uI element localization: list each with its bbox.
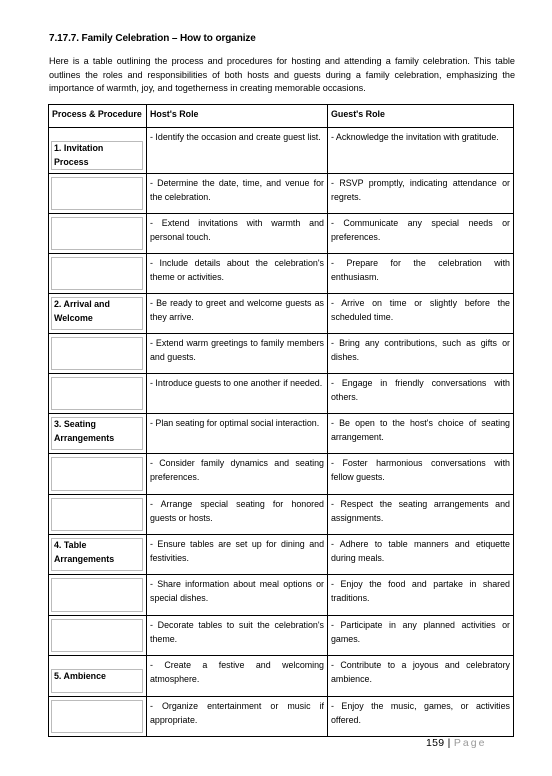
process-label: 2. Arrival and Welcome [51, 297, 143, 330]
guest-role-cell [328, 174, 514, 214]
table-row [49, 616, 514, 656]
process-label [51, 377, 143, 410]
process-label [51, 337, 143, 370]
guest-role-text: - Be open to the host's choice of seating arrangement. [331, 418, 510, 442]
header-host-role: Host's Role [147, 105, 328, 128]
process-label: 3. Seating Arrangements [51, 417, 143, 450]
host-role-text: - Ensure tables are set up for dining and festivities. [150, 539, 324, 563]
host-role-cell [147, 128, 328, 174]
guest-role-cell [328, 294, 514, 334]
guest-role-cell [328, 128, 514, 174]
guest-role-cell [328, 697, 514, 737]
header-guest-role: Guest's Role [328, 105, 514, 128]
host-role-cell [147, 575, 328, 616]
host-role-cell [147, 414, 328, 454]
process-cell [49, 495, 147, 535]
process-cell [49, 616, 147, 656]
process-cell [49, 575, 147, 616]
guest-role-cell [328, 414, 514, 454]
process-cell [49, 174, 147, 214]
table-row [49, 374, 514, 414]
page-number: 159 [426, 737, 445, 749]
guest-role-text: - RSVP promptly, indicating attendance or regrets. [331, 178, 510, 202]
page-footer [426, 737, 486, 749]
process-label [51, 217, 143, 250]
host-role-text: - Arrange special seating for honored guests or hosts. [150, 499, 324, 523]
guest-role-text: - Engage in friendly conversations with others. [331, 378, 510, 402]
table-row [49, 454, 514, 495]
guest-role-cell [328, 214, 514, 254]
table-row [49, 174, 514, 214]
process-cell [49, 374, 147, 414]
host-role-cell [147, 254, 328, 294]
table-row [49, 697, 514, 737]
host-role-text: - Share information about meal options or special dishes. [150, 579, 324, 603]
host-role-text: - Introduce guests to one another if needed. [150, 378, 323, 389]
process-label [51, 578, 143, 612]
host-role-cell [147, 454, 328, 495]
table-row [49, 535, 514, 575]
host-role-text: - Organize entertainment or music if appropriate. [150, 701, 324, 725]
host-role-text: - Create a festive and welcoming atmosphere. [150, 660, 324, 684]
guest-role-cell [328, 575, 514, 616]
process-label [51, 177, 143, 210]
guest-role-cell [328, 535, 514, 575]
process-cell [49, 128, 147, 174]
process-label: 4. Table Arrangements [51, 538, 143, 571]
guest-role-text: - Bring any contributions, such as gifts or dishes. [331, 338, 510, 362]
host-role-cell [147, 535, 328, 575]
guest-role-cell [328, 374, 514, 414]
intro-paragraph: Here is a table outlining the process and procedures for hosting and attending a family celebration. This table outlines the roles and responsibilities of both hosts and guests during a family celebration, emphasizing the importance of warmth, joy, and togetherness in creating memorable occasions. [49, 56, 515, 94]
guest-role-text: - Adhere to table manners and etiquette during meals. [331, 539, 510, 563]
process-cell [49, 697, 147, 737]
guest-role-cell [328, 254, 514, 294]
process-cell [49, 454, 147, 495]
table-body [49, 128, 514, 737]
host-role-cell [147, 334, 328, 374]
host-role-cell [147, 294, 328, 334]
guest-role-cell [328, 656, 514, 697]
host-role-cell [147, 374, 328, 414]
process-label: 5. Ambience [51, 669, 143, 693]
host-role-text: - Consider family dynamics and seating preferences. [150, 458, 324, 482]
guest-role-cell [328, 616, 514, 656]
guest-role-text: - Enjoy the food and partake in shared traditions. [331, 579, 510, 603]
host-role-cell [147, 656, 328, 697]
guest-role-text: - Arrive on time or slightly before the scheduled time. [331, 298, 510, 322]
process-label [51, 498, 143, 531]
header-process: Process & Procedure [49, 105, 147, 128]
guest-role-text: - Foster harmonious conversations with fellow guests. [331, 458, 510, 482]
guest-role-text: - Participate in any planned activities or games. [331, 620, 510, 644]
process-label [51, 619, 143, 652]
process-cell [49, 214, 147, 254]
host-role-text: - Include details about the celebration's theme or activities. [150, 258, 324, 282]
section-heading: 7.17.7. Family Celebration – How to organize [49, 33, 256, 44]
table-row [49, 414, 514, 454]
page-label: Page [453, 737, 487, 749]
table-row [49, 334, 514, 374]
process-cell [49, 656, 147, 697]
guest-role-text: - Prepare for the celebration with enthusiasm. [331, 258, 510, 282]
guest-role-cell [328, 334, 514, 374]
host-role-cell [147, 214, 328, 254]
process-cell [49, 414, 147, 454]
table-row [49, 495, 514, 535]
host-role-cell [147, 616, 328, 656]
guest-role-text: - Communicate any special needs or preferences. [331, 218, 510, 242]
process-label [51, 457, 143, 491]
host-role-cell [147, 495, 328, 535]
guest-role-text: - Respect the seating arrangements and assignments. [331, 499, 510, 523]
process-label: 1. Invitation Process [51, 141, 143, 170]
guest-role-text: - Acknowledge the invitation with gratitude. [331, 132, 499, 142]
process-cell [49, 294, 147, 334]
table-row [49, 294, 514, 334]
host-role-text: - Identify the occasion and create guest list. [150, 132, 321, 142]
table-row [49, 575, 514, 616]
process-cell [49, 254, 147, 294]
table-row [49, 254, 514, 294]
host-role-cell [147, 697, 328, 737]
table-header-row [49, 105, 514, 128]
host-role-cell [147, 174, 328, 214]
process-cell [49, 535, 147, 575]
table-row [49, 656, 514, 697]
guest-role-cell [328, 454, 514, 495]
table-row [49, 214, 514, 254]
process-label [51, 700, 143, 733]
host-role-text: - Plan seating for optimal social interaction. [150, 418, 320, 429]
guest-role-text: - Enjoy the music, games, or activities offered. [331, 701, 510, 725]
roles-table [48, 104, 514, 737]
process-cell [49, 334, 147, 374]
guest-role-cell [328, 495, 514, 535]
host-role-text: - Extend warm greetings to family members and guests. [150, 338, 324, 362]
host-role-text: - Be ready to greet and welcome guests as they arrive. [150, 298, 324, 322]
host-role-text: - Decorate tables to suit the celebration's theme. [150, 620, 324, 644]
footer-separator: | [447, 737, 451, 749]
host-role-text: - Extend invitations with warmth and personal touch. [150, 218, 324, 242]
process-label [51, 257, 143, 290]
host-role-text: - Determine the date, time, and venue for the celebration. [150, 178, 324, 202]
table-row [49, 128, 514, 174]
guest-role-text: - Contribute to a joyous and celebratory ambience. [331, 660, 510, 684]
